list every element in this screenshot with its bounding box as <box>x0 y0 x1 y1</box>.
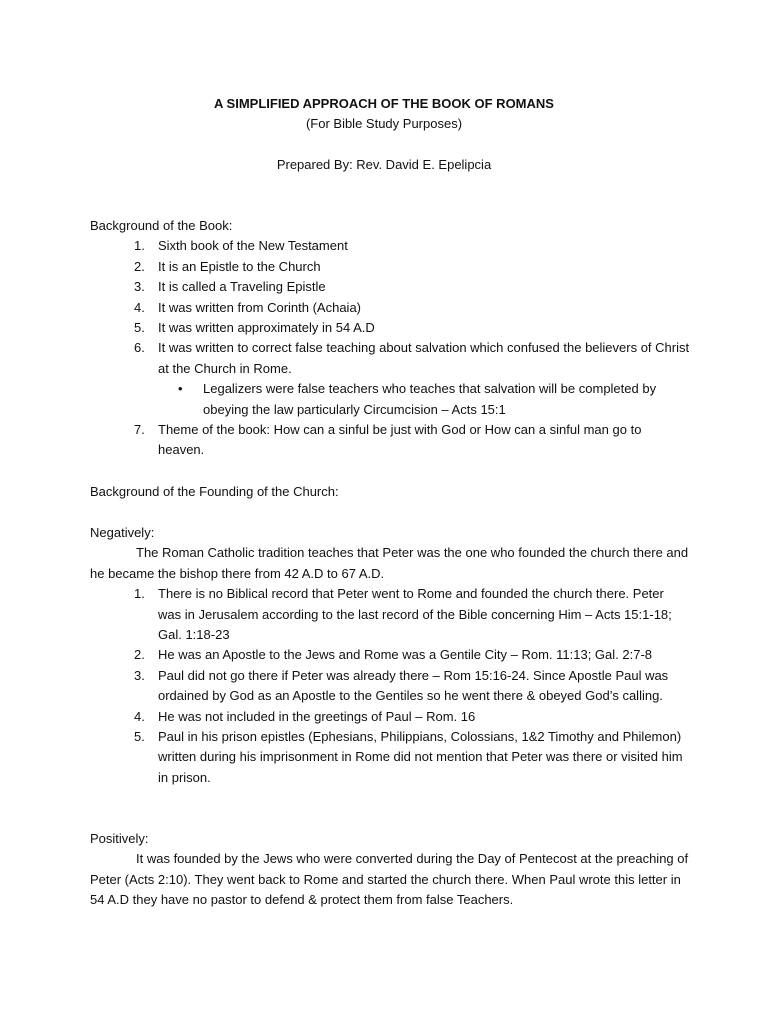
list-item: 6. It was written to correct false teaching about salvation which confused the believers of Christ at the Church in Rome. <box>134 340 690 376</box>
bullet-item: • Legalizers were false teachers who teaches that salvation will be completed by obeying the law particularly Circumcision – Acts 15:1 <box>178 381 657 417</box>
positively-section <box>90 829 690 911</box>
list-item: 1. Sixth book of the New Testament <box>134 238 348 254</box>
list-item: 5. Paul in his prison epistles (Ephesians, Philippians, Colossians, 1&2 Timothy and Philemon) written during his imprisonment in Rome did not mention that Peter was there or visited him in prison. <box>134 729 683 785</box>
list-item: 5. It was written approximately in 54 A.D <box>134 320 375 336</box>
list-item: 7. Theme of the book: How can a sinful be just with God or How can a sinful man go to heaven. <box>134 422 642 458</box>
title-block <box>0 94 768 135</box>
document-title: A SIMPLIFIED APPROACH OF THE BOOK OF ROMANS <box>214 96 554 111</box>
list-item: 4. He was not included in the greetings of Paul – Rom. 16 <box>134 708 476 724</box>
document-subtitle: (For Bible Study Purposes) <box>305 116 463 132</box>
positively-text: It was founded by the Jews who were converted during the Day of Pentecost at the preaching of Peter (Acts 2:10). They went back to Rome and started the church there. When Paul wrote this letter in 54 A.D they have no pastor to defend & protect them from false Teachers. <box>90 851 689 908</box>
list-item: 4. It was written from Corinth (Achaia) <box>134 299 362 315</box>
negatively-section <box>90 523 690 788</box>
negatively-intro: The Roman Catholic tradition teaches that Peter was the one who founded the church there and he became the bishop there from 42 A.D to 67 A.D. <box>90 545 689 581</box>
negatively-list <box>90 584 690 788</box>
background-list <box>90 236 690 460</box>
positively-heading: Positively: <box>90 831 149 846</box>
bullet-icon: • <box>178 381 183 397</box>
list-item: 2. He was an Apostle to the Jews and Rome was a Gentile City – Rom. 11:13; Gal. 2:7-8 <box>134 647 653 663</box>
prepared-by: Prepared By: Rev. David E. Epelipcia <box>276 157 492 172</box>
founding-heading: Background of the Founding of the Church: <box>90 484 339 499</box>
background-heading: Background of the Book: <box>90 218 233 233</box>
background-section <box>90 216 690 461</box>
list-item: 1. There is no Biblical record that Peter went to Rome and founded the church there. Peter was in Jerusalem according to the last record of the Bible concerning Him – Acts 15:1-18; Gal. 1:18-23 <box>134 586 672 643</box>
list-item: 2. It is an Epistle to the Church <box>134 258 321 274</box>
negatively-heading: Negatively: <box>90 525 155 540</box>
list-item: 3. Paul did not go there if Peter was already there – Rom 15:16-24. Since Apostle Paul was ordained by God as an Apostle to the Gentiles so he went there & obeyed God’s calling. <box>134 667 669 704</box>
list-item: 3. It is called a Traveling Epistle <box>134 279 326 295</box>
